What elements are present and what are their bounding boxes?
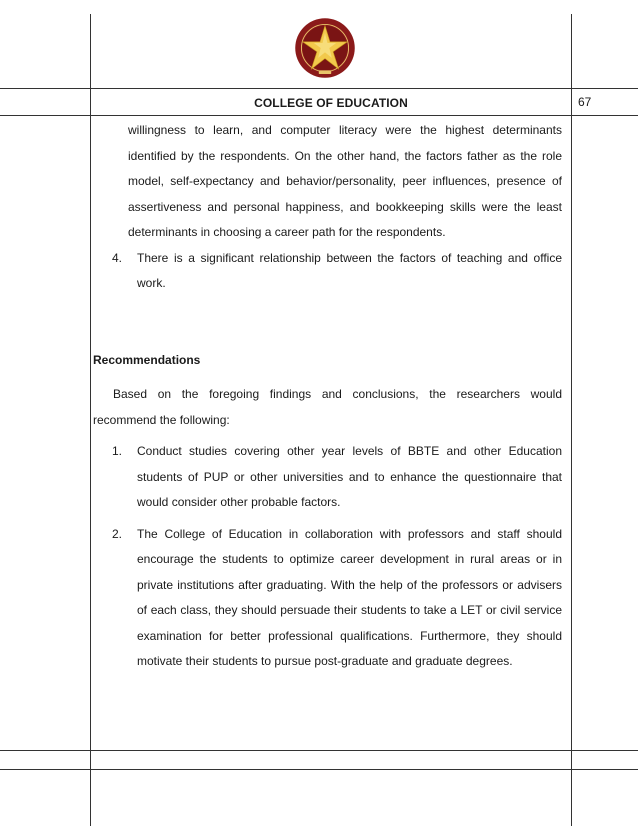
list-item-text: There is a significant relationship between the factors of teaching and office work. bbox=[137, 250, 562, 290]
page-body bbox=[93, 118, 562, 675]
list-item-text: Conduct studies covering other year levels of BBTE and other Education students of PUP or other universities and to enhance the questionnaire that would consider other probable factors. bbox=[137, 444, 562, 509]
university-seal-logo bbox=[294, 17, 356, 79]
footer-bottom-line bbox=[0, 769, 638, 770]
list-item-text: The College of Education in collaboration with professors and staff should encourage the students to optimize career development in rural areas or in private institutions after graduating. With the help of the professors or advisers of each class, they should persuade their students to take a LET or civil service examination for better professional qualifications. Furthermore, they should motivate their students to pursue post-graduate and graduate degrees. bbox=[137, 526, 562, 668]
list-number: 1. bbox=[112, 444, 123, 458]
conclusion-item-4 bbox=[93, 246, 562, 297]
right-margin-line bbox=[571, 14, 572, 826]
page-number: 67 bbox=[578, 95, 592, 109]
recommendation-item-1 bbox=[93, 439, 562, 516]
recommendation-item-2 bbox=[93, 522, 562, 675]
footer-top-line bbox=[0, 750, 638, 751]
header-bottom-line bbox=[0, 115, 638, 116]
page-header-title: COLLEGE OF EDUCATION bbox=[254, 96, 408, 110]
header-top-line bbox=[0, 88, 638, 89]
list-number: 2. bbox=[112, 526, 123, 541]
recommendations-intro: Based on the foregoing findings and conclusions, the researchers would recommend the following: bbox=[93, 387, 562, 427]
recommendations-heading: Recommendations bbox=[93, 352, 201, 367]
list-number: 4. bbox=[112, 250, 123, 265]
continuation-paragraph: willingness to learn, and computer literacy were the highest determinants identified by the respondents. On the other hand, the factors father as the role model, self-expectancy and behavior/personality, peer influences, presence of assertiveness and personal happiness, and bookkeeping skills were the least determinants in choosing a career path for the respondents. bbox=[128, 123, 562, 239]
left-margin-line bbox=[90, 14, 91, 826]
